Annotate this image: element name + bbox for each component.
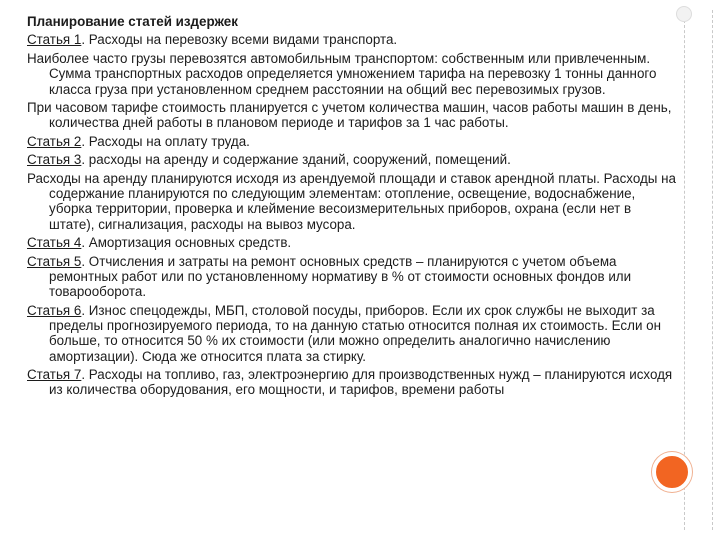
paragraph-text: Расходы на аренду планируются исходя из арендуемой площади и ставок арендной платы. Расходы на содержание планируются по следующим элементам: отопление, освещение, водоснабжение, уборка территории, проверка и клеймение весоизмерительных приборов, охрана (если нет в штате), сигнализация, расходы на вывоз мусора. — [27, 170, 676, 232]
paragraph-article-1 — [27, 32, 677, 47]
paragraph-article-5 — [27, 254, 677, 300]
paragraph-text: . Амортизация основных средств. — [81, 235, 292, 251]
article-label: Статья 2 — [27, 133, 82, 149]
slide-content — [27, 14, 677, 401]
article-label: Статья 1 — [27, 32, 82, 48]
paragraph-text: Наиболее часто грузы перевозятся автомобильным транспортом: собственным или привлеченным. Сумма транспортных расходов определяется умножением тарифа на перевозку 1 тонны данного класса груза при установленном среднем расстоянии на общий вес перевозимых грузов. — [27, 50, 657, 97]
article-label: Статья 7 — [27, 367, 82, 383]
frame-border-inner — [684, 10, 685, 530]
article-label: Статья 5 — [27, 253, 82, 269]
paragraph-article-3 — [27, 152, 677, 167]
paragraph-text: . Расходы на топливо, газ, электроэнергию для производственных нужд – планируются исходя из количества оборудования, его мощности, и тарифов, времени работы — [49, 367, 673, 398]
accent-circle-decoration — [652, 452, 692, 492]
paragraph-text: . Отчисления и затраты на ремонт основных средств – планируются с учетом объема ремонтных работ или по установленному нормативу в % от стоимости основных фондов или товарооборота. — [49, 253, 632, 300]
paragraph-text: При часовом тарифе стоимость планируется с учетом количества машин, часов работы машин в день, количества дней работы в плановом периоде и тарифов за 1 час работы. — [27, 100, 672, 131]
paragraph-text: . Расходы на оплату труда. — [81, 133, 250, 149]
paragraph-text: . Расходы на перевозку всеми видами транспорта. — [81, 32, 398, 48]
slide-title: Планирование статей издержек — [27, 14, 238, 29]
paragraph-article-7 — [27, 367, 677, 398]
frame-border-outer — [712, 10, 713, 530]
paragraph-body — [27, 171, 677, 232]
paragraph-text: . Износ спецодежды, МБП, столовой посуды, приборов. Если их срок службы не выходит за пределы прогнозируемого периода, то на данную статью относится полная их стоимость. Если он больше, то относится 50 % их стоимости (или можно определить аналогично начислению амортизации). Сюда же относится плата за стирку. — [49, 302, 661, 364]
article-label: Статья 3 — [27, 152, 82, 168]
article-label: Статья 6 — [27, 302, 82, 318]
paragraph-body — [27, 100, 677, 131]
article-label: Статья 4 — [27, 235, 82, 251]
paragraph-text: . расходы на аренду и содержание зданий, сооружений, помещений. — [81, 152, 511, 168]
paragraph-article-6 — [27, 303, 677, 364]
frame-corner-dot — [676, 6, 692, 22]
paragraph-article-2 — [27, 134, 677, 149]
paragraph-article-4 — [27, 235, 677, 250]
paragraph-body — [27, 51, 677, 97]
